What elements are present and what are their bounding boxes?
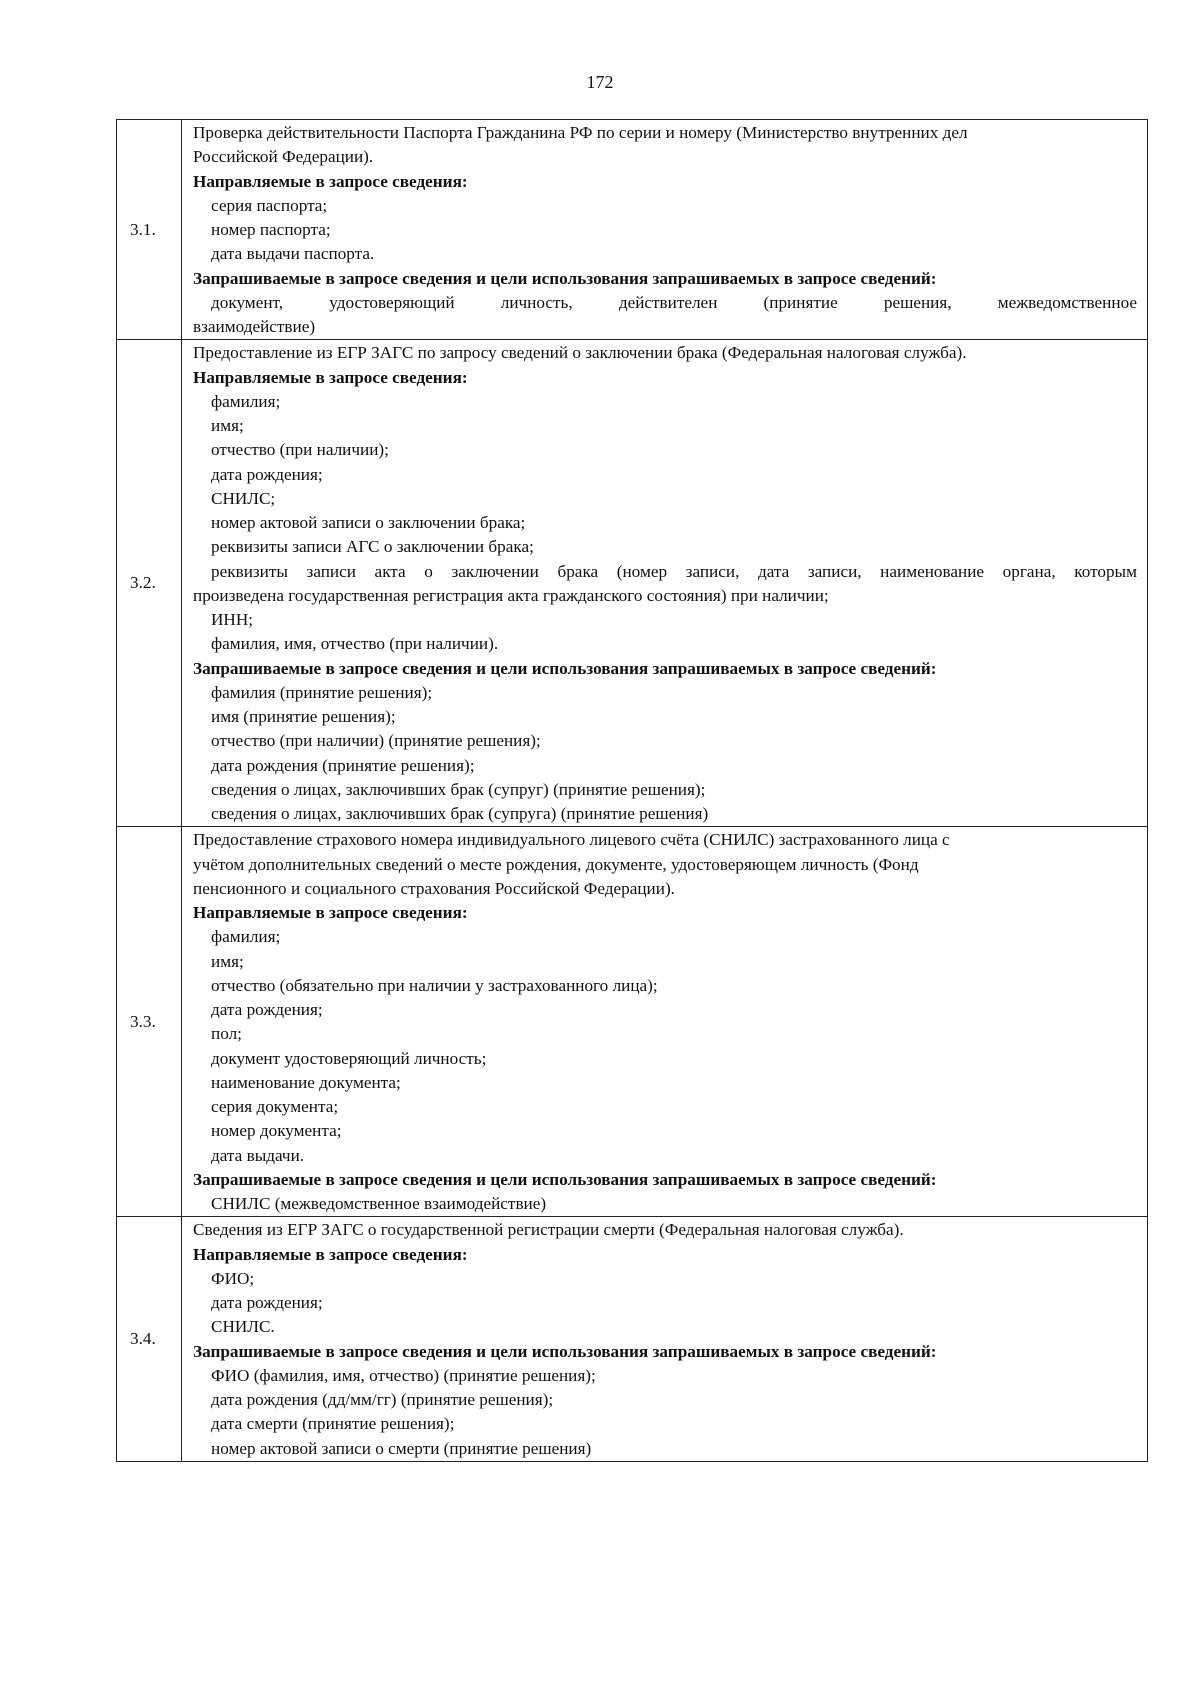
list-item: отчество (обязательно при наличии у застрахованного лица);	[211, 975, 658, 995]
row-content	[182, 827, 1148, 1217]
list-item: ФИО;	[211, 1268, 255, 1288]
list-item: СНИЛС (межведомственное взаимодействие)	[211, 1194, 547, 1213]
requested-heading: Запрашиваемые в запросе сведения и цели использования запрашиваемых в запросе сведений:	[193, 268, 937, 288]
list-item: дата смерти (принятие решения);	[211, 1414, 455, 1434]
list-item: серия паспорта;	[211, 195, 328, 215]
requested-heading: Запрашиваемые в запросе сведения и цели использования запрашиваемых в запросе сведений:	[193, 1341, 937, 1361]
list-item: отчество (при наличии) (принятие решения);	[211, 731, 541, 751]
list-item: сведения о лицах, заключивших брак (супруга) (принятие решения)	[211, 804, 709, 823]
row-title-line: Российской Федерации).	[193, 147, 374, 167]
list-item: документ удостоверяющий личность;	[211, 1048, 487, 1068]
list-item: ФИО (фамилия, имя, отчество) (принятие решения);	[211, 1365, 596, 1385]
sent-heading: Направляемые в запросе сведения:	[193, 367, 468, 387]
list-item: отчество (при наличии);	[211, 440, 389, 460]
page-number: 172	[586, 72, 614, 92]
sent-heading: Направляемые в запросе сведения:	[193, 1244, 468, 1264]
list-item: ИНН;	[211, 610, 254, 629]
list-item: фамилия, имя, отчество (при наличии).	[211, 634, 499, 654]
table-row	[117, 1217, 1148, 1462]
list-item: номер актовой записи о смерти (принятие решения)	[211, 1438, 592, 1458]
sent-heading: Направляемые в запросе сведения:	[193, 171, 468, 191]
list-item-continuation: взаимодействие)	[193, 317, 316, 336]
list-item: фамилия (принятие решения);	[211, 682, 433, 702]
list-item: дата рождения;	[211, 464, 323, 484]
list-item: СНИЛС;	[211, 488, 276, 508]
row-title-line: Предоставление страхового номера индивидуального лицевого счёта (СНИЛС) застрахованного лица с	[193, 830, 950, 850]
list-item: номер паспорта;	[211, 220, 331, 239]
list-item: дата выдачи паспорта.	[211, 244, 375, 264]
list-item: дата рождения;	[211, 1000, 323, 1019]
row-number: 3.2.	[117, 340, 182, 827]
list-item: фамилия;	[211, 927, 281, 947]
list-item-continuation: произведена государственная регистрация акта гражданского состояния) при наличии;	[193, 585, 829, 605]
sent-heading: Направляемые в запросе сведения:	[193, 903, 468, 922]
table-row	[117, 827, 1148, 1217]
row-title-line: пенсионного и социального страхования Российской Федерации).	[193, 878, 675, 898]
list-item: реквизиты записи АГС о заключении брака;	[211, 537, 534, 557]
list-item: фамилия;	[211, 391, 281, 411]
table-row	[117, 340, 1148, 827]
list-item: дата рождения (принятие решения);	[211, 755, 475, 775]
row-number: 3.4.	[117, 1217, 182, 1462]
list-item: пол;	[211, 1024, 242, 1044]
list-item: наименование документа;	[211, 1072, 401, 1092]
row-content	[182, 1217, 1148, 1462]
requested-heading: Запрашиваемые в запросе сведения и цели использования запрашиваемых в запросе сведений:	[193, 1169, 937, 1189]
row-title-line: учётом дополнительных сведений о месте рождения, документе, удостоверяющем личность (Фонд	[193, 854, 919, 874]
list-item: имя;	[211, 951, 244, 971]
row-number: 3.3.	[117, 827, 182, 1217]
list-item: серия документа;	[211, 1097, 339, 1116]
row-title-line: Проверка действительности Паспорта Гражданина РФ по серии и номеру (Министерство внутренних дел	[193, 123, 968, 142]
list-item: реквизиты записи акта о заключении брака (номер записи, дата записи, наименование органа, которым	[211, 561, 1137, 581]
list-item: дата рождения;	[211, 1293, 323, 1312]
row-title-line: Предоставление из ЕГР ЗАГС по запросу сведений о заключении брака (Федеральная налоговая служба).	[193, 343, 967, 363]
list-item: СНИЛС.	[211, 1317, 275, 1337]
row-title-line: Сведения из ЕГР ЗАГС о государственной регистрации смерти (Федеральная налоговая служба).	[193, 1220, 904, 1240]
list-item: дата рождения (дд/мм/гг) (принятие решения);	[211, 1390, 554, 1409]
services-table	[116, 119, 1148, 1462]
list-item: номер актовой записи о заключении брака;	[211, 513, 526, 532]
list-item: имя (принятие решения);	[211, 707, 396, 726]
table-row	[117, 120, 1148, 340]
row-number: 3.1.	[117, 120, 182, 340]
list-item: дата выдачи.	[211, 1145, 305, 1165]
row-content	[182, 340, 1148, 827]
list-item: сведения о лицах, заключивших брак (супруг) (принятие решения);	[211, 779, 706, 799]
list-item: номер документа;	[211, 1121, 342, 1141]
row-content	[182, 120, 1148, 340]
list-item: имя;	[211, 416, 244, 435]
requested-heading: Запрашиваемые в запросе сведения и цели использования запрашиваемых в запросе сведений:	[193, 658, 937, 678]
list-item: документ, удостоверяющий личность, действителен (принятие решения, межведомственное	[211, 292, 1137, 312]
